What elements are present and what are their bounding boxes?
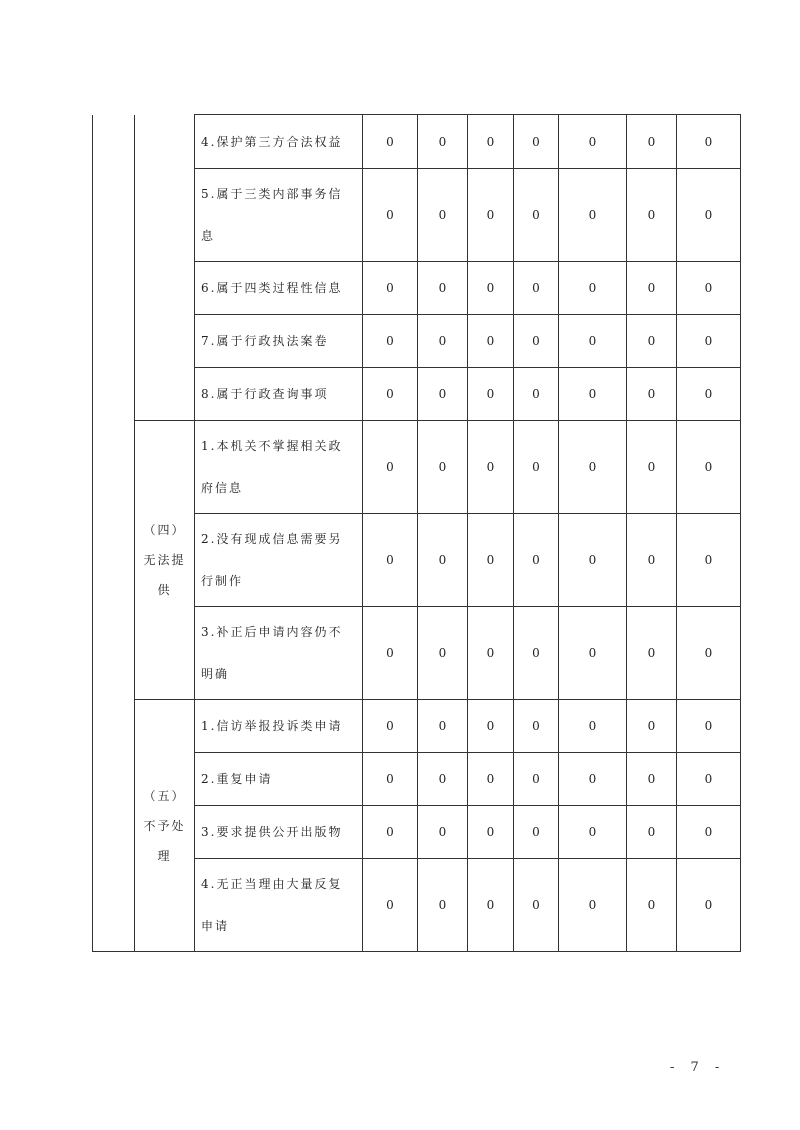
category-label-line: 不予处 (143, 818, 186, 833)
value-cell: 0 (677, 315, 741, 368)
value-cell: 0 (418, 700, 468, 753)
value-cell: 0 (468, 700, 514, 753)
value-cell: 0 (468, 262, 514, 315)
value-cell: 0 (363, 169, 418, 262)
value-cell: 0 (363, 262, 418, 315)
table-row (93, 115, 741, 169)
value-cell: 0 (514, 514, 559, 607)
value-cell: 0 (677, 753, 741, 806)
value-cell: 0 (418, 607, 468, 700)
value-cell: 0 (627, 806, 677, 859)
value-cell: 0 (468, 421, 514, 514)
value-cell: 0 (677, 700, 741, 753)
value-cell: 0 (627, 753, 677, 806)
value-cell: 0 (468, 859, 514, 952)
value-cell: 0 (418, 262, 468, 315)
value-cell: 0 (468, 315, 514, 368)
value-cell: 0 (559, 115, 627, 169)
value-cell: 0 (559, 169, 627, 262)
category-label-line: 无法提 (143, 553, 186, 567)
value-cell: 0 (559, 262, 627, 315)
value-cell: 0 (627, 859, 677, 952)
value-cell: 0 (363, 368, 418, 421)
value-cell: 0 (627, 368, 677, 421)
table-body (93, 115, 741, 952)
category-cell (135, 700, 195, 952)
value-cell: 0 (627, 169, 677, 262)
value-cell: 0 (677, 859, 741, 952)
statistics-table (92, 114, 741, 952)
value-cell: 0 (363, 421, 418, 514)
row-label: 3.补正后申请内容仍不明确 (195, 607, 363, 700)
outer-category-cell (93, 115, 135, 952)
row-label: 4.无正当理由大量反复申请 (195, 859, 363, 952)
row-label: 7.属于行政执法案卷 (195, 315, 363, 368)
value-cell: 0 (418, 806, 468, 859)
value-cell: 0 (514, 262, 559, 315)
value-cell: 0 (627, 421, 677, 514)
value-cell: 0 (468, 607, 514, 700)
value-cell: 0 (677, 115, 741, 169)
value-cell: 0 (363, 115, 418, 169)
value-cell: 0 (468, 368, 514, 421)
value-cell: 0 (627, 262, 677, 315)
value-cell: 0 (514, 115, 559, 169)
value-cell: 0 (418, 421, 468, 514)
value-cell: 0 (418, 514, 468, 607)
value-cell: 0 (468, 753, 514, 806)
value-cell: 0 (559, 368, 627, 421)
value-cell: 0 (363, 607, 418, 700)
value-cell: 0 (468, 514, 514, 607)
value-cell: 0 (677, 169, 741, 262)
value-cell: 0 (468, 806, 514, 859)
table-row (93, 700, 741, 753)
value-cell: 0 (363, 315, 418, 368)
value-cell: 0 (514, 315, 559, 368)
row-label: 5.属于三类内部事务信息 (195, 169, 363, 262)
value-cell: 0 (559, 607, 627, 700)
value-cell: 0 (677, 514, 741, 607)
value-cell: 0 (677, 421, 741, 514)
table-row (93, 421, 741, 514)
page-number: - 7 - (670, 1060, 726, 1075)
row-label: 2.没有现成信息需要另行制作 (195, 514, 363, 607)
value-cell: 0 (418, 753, 468, 806)
category-label-line: 供 (157, 583, 172, 597)
row-label: 1.信访举报投诉类申请 (195, 700, 363, 753)
value-cell: 0 (677, 262, 741, 315)
value-cell: 0 (627, 315, 677, 368)
value-cell: 0 (627, 115, 677, 169)
value-cell: 0 (418, 315, 468, 368)
value-cell: 0 (514, 368, 559, 421)
value-cell: 0 (514, 806, 559, 859)
value-cell: 0 (418, 115, 468, 169)
value-cell: 0 (514, 421, 559, 514)
value-cell: 0 (559, 700, 627, 753)
value-cell: 0 (677, 607, 741, 700)
value-cell: 0 (514, 753, 559, 806)
row-label: 1.本机关不掌握相关政府信息 (195, 421, 363, 514)
value-cell: 0 (468, 115, 514, 169)
value-cell: 0 (418, 368, 468, 421)
value-cell: 0 (627, 514, 677, 607)
value-cell: 0 (418, 859, 468, 952)
value-cell: 0 (514, 700, 559, 753)
value-cell: 0 (363, 700, 418, 753)
value-cell: 0 (514, 859, 559, 952)
value-cell: 0 (468, 169, 514, 262)
value-cell: 0 (363, 806, 418, 859)
category-label-line: （五） (143, 788, 186, 803)
row-label: 8.属于行政查询事项 (195, 368, 363, 421)
value-cell: 0 (363, 514, 418, 607)
value-cell: 0 (559, 315, 627, 368)
value-cell: 0 (514, 607, 559, 700)
value-cell: 0 (559, 421, 627, 514)
value-cell: 0 (627, 607, 677, 700)
row-label: 2.重复申请 (195, 753, 363, 806)
value-cell: 0 (363, 753, 418, 806)
row-label: 6.属于四类过程性信息 (195, 262, 363, 315)
value-cell: 0 (677, 806, 741, 859)
value-cell: 0 (514, 169, 559, 262)
category-cell (135, 115, 195, 421)
value-cell: 0 (559, 753, 627, 806)
value-cell: 0 (559, 514, 627, 607)
value-cell: 0 (559, 806, 627, 859)
value-cell: 0 (677, 368, 741, 421)
category-label-line: 理 (157, 848, 172, 863)
value-cell: 0 (559, 859, 627, 952)
value-cell: 0 (418, 169, 468, 262)
row-label: 3.要求提供公开出版物 (195, 806, 363, 859)
value-cell: 0 (627, 700, 677, 753)
category-label-line: （四） (143, 523, 186, 537)
row-label: 4.保护第三方合法权益 (195, 115, 363, 169)
category-cell (135, 421, 195, 700)
value-cell: 0 (363, 859, 418, 952)
